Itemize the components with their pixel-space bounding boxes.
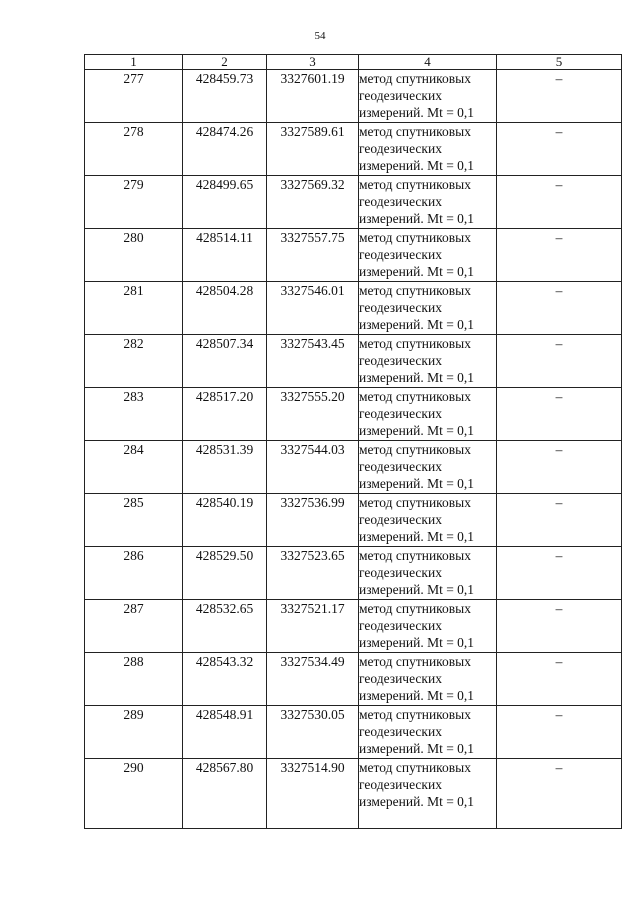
method-line: геодезических	[359, 724, 442, 739]
table-body	[85, 70, 622, 829]
column-header: 4	[359, 55, 497, 70]
point-number-cell: 277	[85, 70, 183, 123]
method-line: геодезических	[359, 141, 442, 156]
method-cell	[359, 70, 497, 123]
table-row	[85, 494, 622, 547]
method-line: геодезических	[359, 618, 442, 633]
method-line: измерений. Mt = 0,1	[359, 688, 475, 703]
note-cell: –	[497, 176, 622, 229]
column-header: 1	[85, 55, 183, 70]
method-line: метод спутниковых	[359, 442, 471, 457]
point-number-cell: 281	[85, 282, 183, 335]
method-line: измерений. Mt = 0,1	[359, 529, 475, 544]
method-cell	[359, 441, 497, 494]
x-coordinate-cell: 428548.91	[183, 706, 267, 759]
method-line: метод спутниковых	[359, 283, 471, 298]
table-row	[85, 229, 622, 282]
method-line: геодезических	[359, 300, 442, 315]
x-coordinate-cell: 428531.39	[183, 441, 267, 494]
method-line: метод спутниковых	[359, 760, 471, 775]
point-number-cell: 286	[85, 547, 183, 600]
method-cell	[359, 123, 497, 176]
method-line: метод спутниковых	[359, 707, 471, 722]
method-line: измерений. Mt = 0,1	[359, 158, 475, 173]
y-coordinate-cell: 3327514.90	[267, 759, 359, 829]
coordinates-table	[84, 54, 622, 829]
method-line: измерений. Mt = 0,1	[359, 635, 475, 650]
x-coordinate-cell: 428459.73	[183, 70, 267, 123]
method-line: геодезических	[359, 247, 442, 262]
x-coordinate-cell: 428540.19	[183, 494, 267, 547]
method-line: метод спутниковых	[359, 495, 471, 510]
x-coordinate-cell: 428532.65	[183, 600, 267, 653]
y-coordinate-cell: 3327530.05	[267, 706, 359, 759]
method-line: геодезических	[359, 194, 442, 209]
method-line: метод спутниковых	[359, 124, 471, 139]
point-number-cell: 284	[85, 441, 183, 494]
point-number-cell: 279	[85, 176, 183, 229]
method-line: измерений. Mt = 0,1	[359, 317, 475, 332]
method-line: метод спутниковых	[359, 654, 471, 669]
note-cell: –	[497, 706, 622, 759]
method-line: измерений. Mt = 0,1	[359, 476, 475, 491]
x-coordinate-cell: 428567.80	[183, 759, 267, 829]
x-coordinate-cell: 428543.32	[183, 653, 267, 706]
method-line: метод спутниковых	[359, 601, 471, 616]
y-coordinate-cell: 3327544.03	[267, 441, 359, 494]
method-line: геодезических	[359, 406, 442, 421]
method-line: геодезических	[359, 88, 442, 103]
method-line: измерений. Mt = 0,1	[359, 423, 475, 438]
method-cell	[359, 388, 497, 441]
method-line: геодезических	[359, 353, 442, 368]
y-coordinate-cell: 3327543.45	[267, 335, 359, 388]
y-coordinate-cell: 3327589.61	[267, 123, 359, 176]
column-header: 3	[267, 55, 359, 70]
method-line: измерений. Mt = 0,1	[359, 370, 475, 385]
table-row	[85, 388, 622, 441]
table-row	[85, 176, 622, 229]
column-header: 5	[497, 55, 622, 70]
method-line: измерений. Mt = 0,1	[359, 211, 475, 226]
method-line: геодезических	[359, 459, 442, 474]
table-row	[85, 335, 622, 388]
note-cell: –	[497, 441, 622, 494]
method-line: геодезических	[359, 565, 442, 580]
point-number-cell: 280	[85, 229, 183, 282]
y-coordinate-cell: 3327521.17	[267, 600, 359, 653]
note-cell: –	[497, 653, 622, 706]
table-header-row	[85, 55, 622, 70]
y-coordinate-cell: 3327523.65	[267, 547, 359, 600]
method-cell	[359, 229, 497, 282]
table-row	[85, 759, 622, 829]
note-cell: –	[497, 229, 622, 282]
point-number-cell: 289	[85, 706, 183, 759]
method-line: геодезических	[359, 512, 442, 527]
x-coordinate-cell: 428514.11	[183, 229, 267, 282]
note-cell: –	[497, 282, 622, 335]
note-cell: –	[497, 335, 622, 388]
method-cell	[359, 653, 497, 706]
point-number-cell: 287	[85, 600, 183, 653]
point-number-cell: 282	[85, 335, 183, 388]
y-coordinate-cell: 3327601.19	[267, 70, 359, 123]
table-row	[85, 547, 622, 600]
method-line: геодезических	[359, 671, 442, 686]
method-cell	[359, 600, 497, 653]
table-row	[85, 282, 622, 335]
x-coordinate-cell: 428499.65	[183, 176, 267, 229]
x-coordinate-cell: 428474.26	[183, 123, 267, 176]
method-line: измерений. Mt = 0,1	[359, 105, 475, 120]
point-number-cell: 283	[85, 388, 183, 441]
table-row	[85, 123, 622, 176]
method-cell	[359, 706, 497, 759]
point-number-cell: 288	[85, 653, 183, 706]
y-coordinate-cell: 3327546.01	[267, 282, 359, 335]
point-number-cell: 290	[85, 759, 183, 829]
point-number-cell: 285	[85, 494, 183, 547]
note-cell: –	[497, 123, 622, 176]
note-cell: –	[497, 388, 622, 441]
note-cell: –	[497, 600, 622, 653]
point-number-cell: 278	[85, 123, 183, 176]
table-row	[85, 441, 622, 494]
y-coordinate-cell: 3327534.49	[267, 653, 359, 706]
x-coordinate-cell: 428529.50	[183, 547, 267, 600]
method-cell	[359, 176, 497, 229]
method-cell	[359, 759, 497, 829]
table-row	[85, 653, 622, 706]
method-line: метод спутниковых	[359, 336, 471, 351]
table-row	[85, 600, 622, 653]
method-line: геодезических	[359, 777, 442, 792]
note-cell: –	[497, 70, 622, 123]
x-coordinate-cell: 428517.20	[183, 388, 267, 441]
method-line: метод спутниковых	[359, 71, 471, 86]
method-line: метод спутниковых	[359, 230, 471, 245]
table-row	[85, 70, 622, 123]
table-row	[85, 706, 622, 759]
y-coordinate-cell: 3327536.99	[267, 494, 359, 547]
method-line: измерений. Mt = 0,1	[359, 794, 475, 809]
method-cell	[359, 547, 497, 600]
method-line: метод спутниковых	[359, 389, 471, 404]
method-cell	[359, 335, 497, 388]
x-coordinate-cell: 428507.34	[183, 335, 267, 388]
y-coordinate-cell: 3327569.32	[267, 176, 359, 229]
page-number: 54	[314, 30, 326, 42]
method-line: метод спутниковых	[359, 177, 471, 192]
method-line: метод спутниковых	[359, 548, 471, 563]
method-cell	[359, 494, 497, 547]
method-line: измерений. Mt = 0,1	[359, 264, 475, 279]
note-cell: –	[497, 494, 622, 547]
note-cell: –	[497, 547, 622, 600]
note-cell: –	[497, 759, 622, 829]
y-coordinate-cell: 3327557.75	[267, 229, 359, 282]
method-line: измерений. Mt = 0,1	[359, 741, 475, 756]
method-cell	[359, 282, 497, 335]
y-coordinate-cell: 3327555.20	[267, 388, 359, 441]
column-header: 2	[183, 55, 267, 70]
method-line: измерений. Mt = 0,1	[359, 582, 475, 597]
x-coordinate-cell: 428504.28	[183, 282, 267, 335]
